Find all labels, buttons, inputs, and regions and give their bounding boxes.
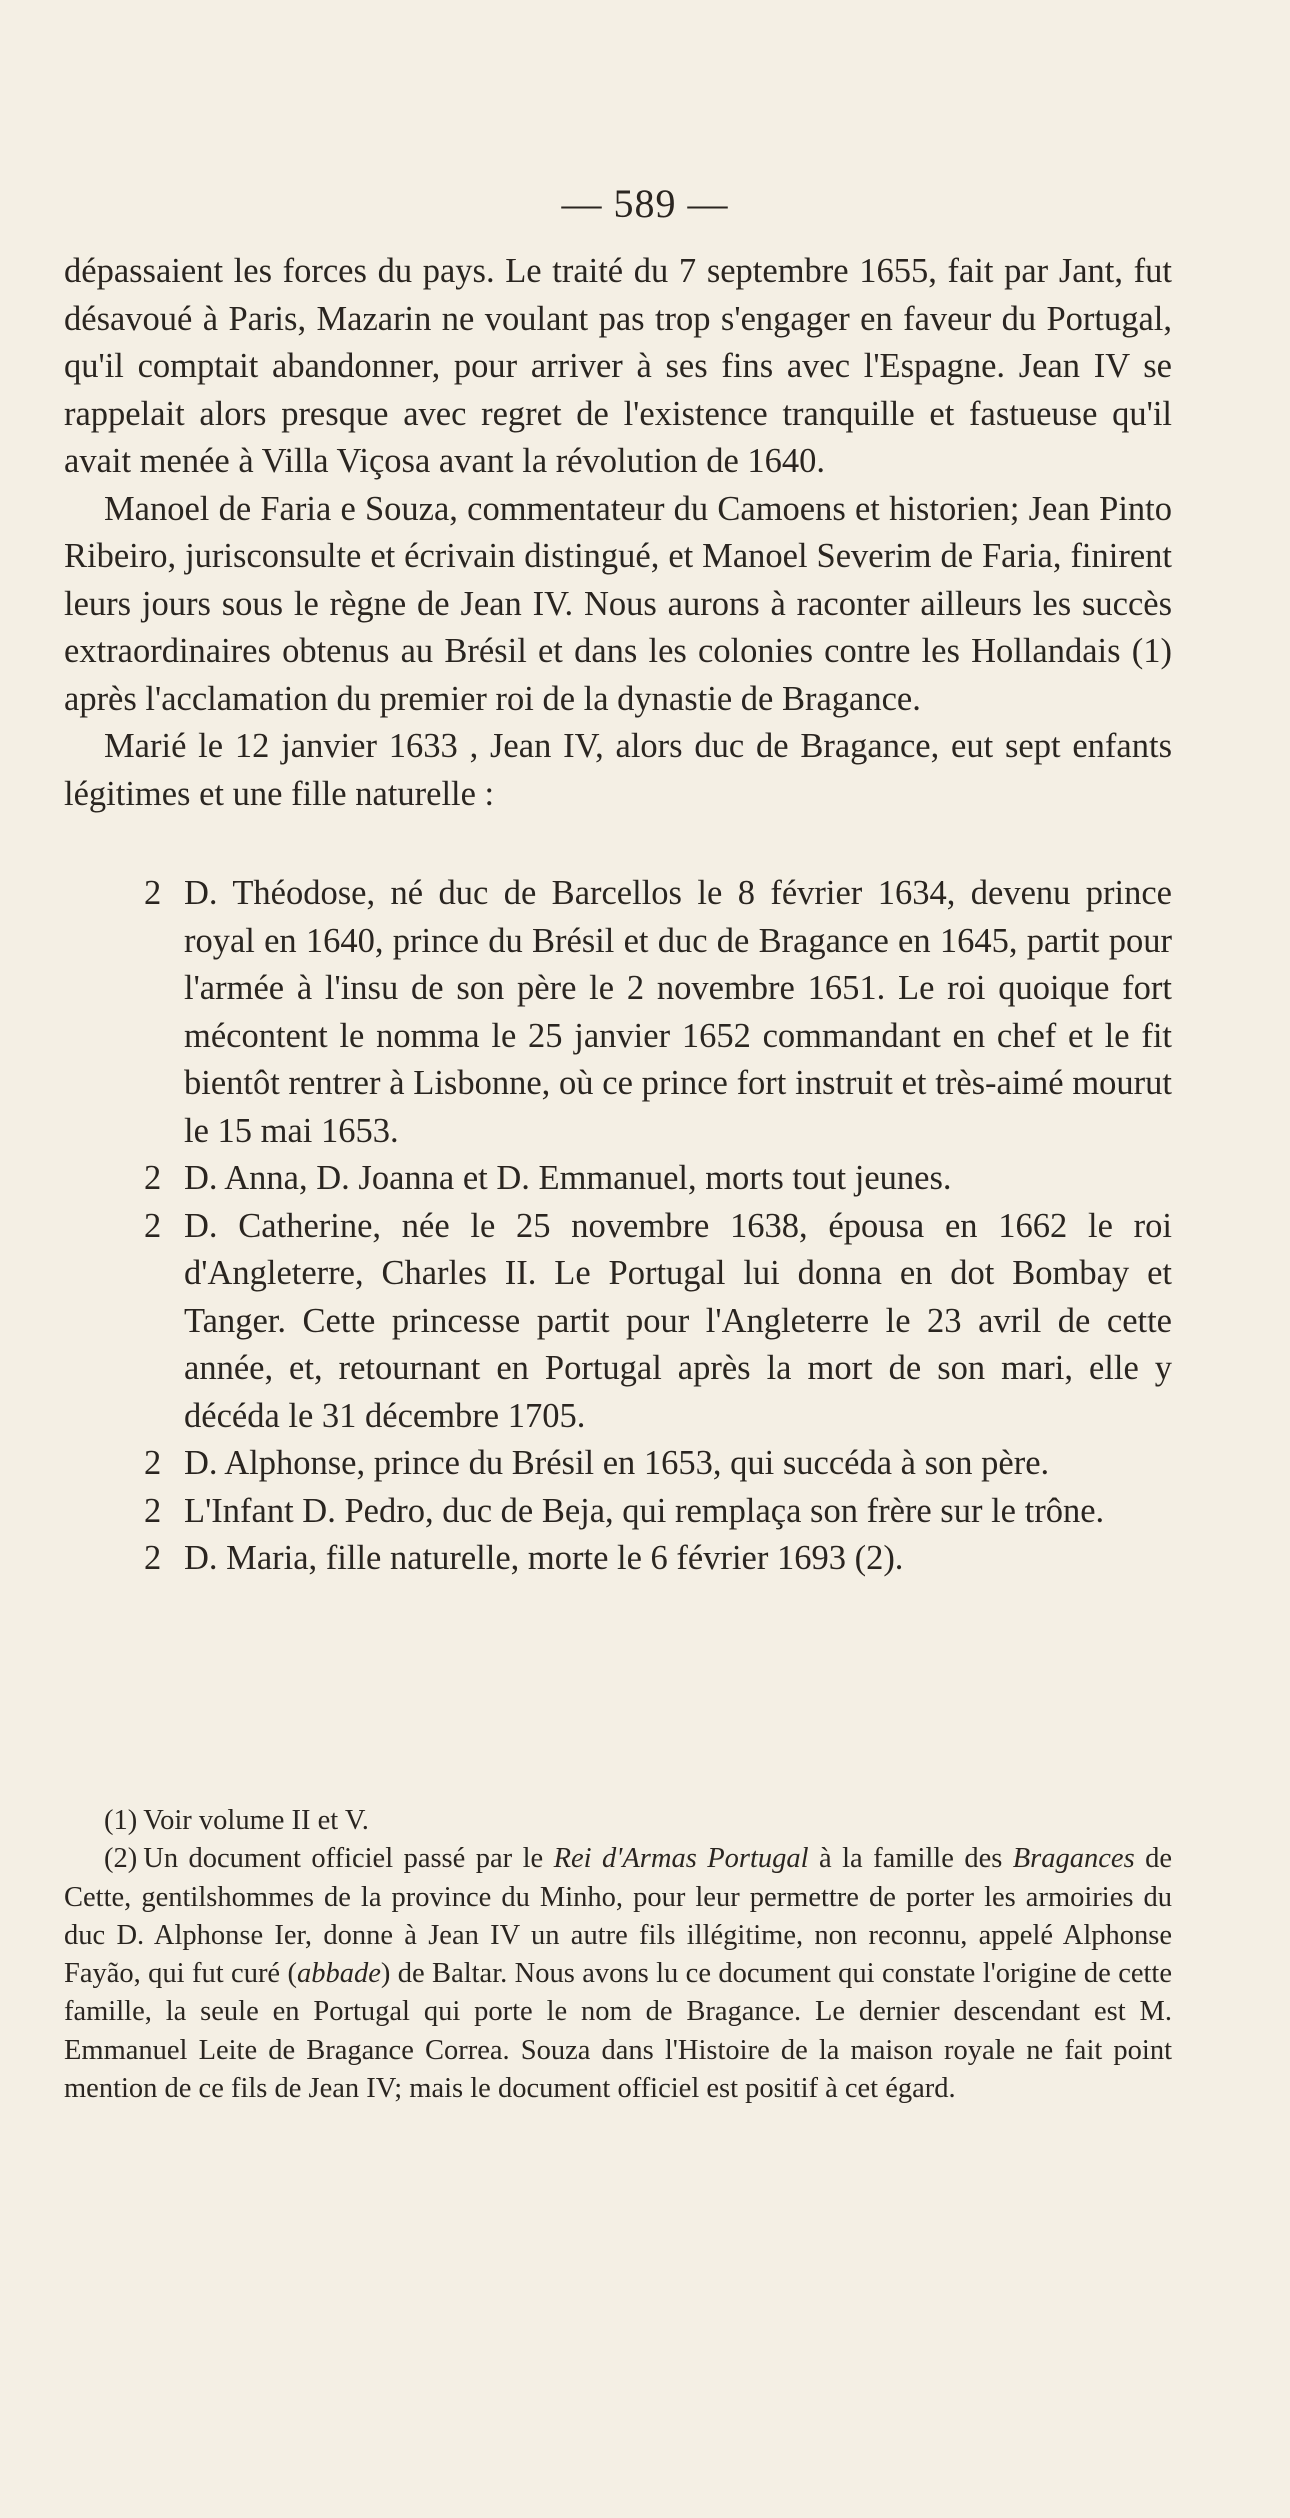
list-item xyxy=(64,1488,1172,1536)
child-text: D. Théodose, né duc de Barcellos le 8 février 1634, devenu prince royal en 1640, prince du Brésil et duc de Bragance en 1645, partit pour l'armée à l'insu de son père le 2 novembre 1651. Le roi quoique fort mécontent le nomma le 25 janvier 1652 commandant en chef et le fit bientôt rentrer à Lisbonne, où ce prince fort instruit et très-aimé mourut le 15 mai 1653. xyxy=(184,874,1172,1150)
list-item xyxy=(64,1535,1172,1583)
list-item xyxy=(64,1203,1172,1441)
child-text: D. Maria, fille naturelle, morte le 6 février 1693 (2). xyxy=(184,1539,904,1577)
footnote-2 xyxy=(64,1840,1172,2108)
footnote-marker: (2) xyxy=(104,1843,138,1875)
page-number: — 589 — xyxy=(561,181,729,226)
footnote-italic: Rei d'Armas Portugal xyxy=(553,1843,809,1875)
main-text xyxy=(64,248,1172,1583)
child-text: D. Anna, D. Joanna et D. Emmanuel, morts tout jeunes. xyxy=(184,1159,952,1197)
footnote-1 xyxy=(64,1802,1172,1840)
footnote-italic: Bragances xyxy=(1012,1843,1135,1875)
child-text: D. Catherine, née le 25 novembre 1638, épousa en 1662 le roi d'Angleterre, Charles II. Le Portugal lui donna en dot Bombay et Tanger. Cette princesse partit pour l'Angleterre le 23 avril de cette année, et, retournant en Portugal après la mort de son mari, elle y décéda le 31 décembre 1705. xyxy=(184,1206,1172,1435)
list-item xyxy=(64,1155,1172,1203)
paragraph: dépassaient les forces du pays. Le traité du 7 septembre 1655, fait par Jant, fut désavoué à Paris, Mazarin ne voulant pas trop s'engager en faveur du Portugal, qu'il comptait abandonner, pour arriver à ses fins avec l'Espagne. Jean IV se rappelait alors presque avec regret de l'existence tranquille et fastueuse qu'il avait menée à Villa Viçosa avant la révolution de 1640. xyxy=(64,252,1172,480)
footnotes xyxy=(64,1802,1172,2108)
list-item xyxy=(64,870,1172,1155)
child-number: 2 xyxy=(144,1539,162,1577)
child-number: 2 xyxy=(144,1444,162,1482)
children-list xyxy=(64,870,1172,1583)
list-item xyxy=(64,1440,1172,1488)
footnote-marker: (1) xyxy=(104,1805,138,1836)
paragraph: Manoel de Faria e Souza, commentateur du Camoens et historien; Jean Pinto Ribeiro, jurisconsulte et écrivain distingué, et Manoel Severim de Faria, finirent leurs jours sous le règne de Jean IV. Nous aurons à raconter ailleurs les succès extraordinaires obtenus au Brésil et dans les colonies contre les Hollandais (1) après l'acclamation du premier roi de la dynastie de Bragance. xyxy=(64,489,1172,718)
footnote-text: Un document officiel passé par le xyxy=(143,1843,544,1875)
child-number: 2 xyxy=(144,1206,162,1245)
footnote-text: à la famille des xyxy=(819,1843,1003,1875)
footnote-text: de Cette, gentilshommes de la province du Minho, pour leur permettre de porter les armoiries du duc D. Alphonse Ier, donne à Jean IV un autre fils illégitime, non reconnu, appelé Alphonse Fayão, qui fut curé ( xyxy=(64,1843,1173,1990)
footnote-text: ) de Baltar. Nous avons lu ce document qui constate l'origine de cette famille, la seule en Portugal qui porte le nom de Bragance. Le dernier descendant est M. Emmanuel Leite de Bragance Correa. Souza dans l'Histoire de la maison royale ne fait point mention de ce fils de Jean IV; mais le document officiel est positif à cet égard. xyxy=(64,1958,1172,2105)
footnote-text: Voir volume II et V. xyxy=(143,1805,369,1836)
child-text: L'Infant D. Pedro, duc de Beja, qui remplaça son frère sur le trône. xyxy=(184,1491,1105,1530)
child-number: 2 xyxy=(144,874,162,912)
child-number: 2 xyxy=(144,1491,162,1530)
child-number: 2 xyxy=(144,1159,162,1197)
footnote-italic: abbade xyxy=(296,1958,381,1990)
child-text: D. Alphonse, prince du Brésil en 1653, qui succéda à son père. xyxy=(184,1444,1050,1482)
paragraph: Marié le 12 janvier 1633 , Jean IV, alors duc de Bragance, eut sept enfants légitimes et une fille naturelle : xyxy=(64,727,1172,813)
